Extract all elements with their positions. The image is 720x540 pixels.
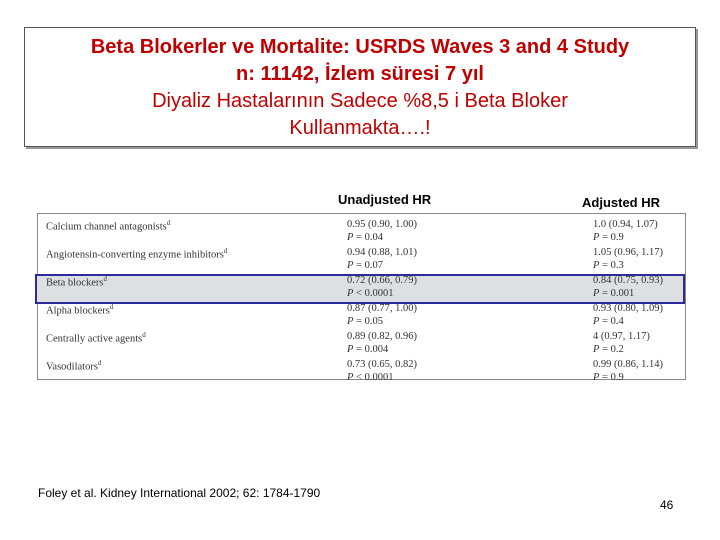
drug-class-label: Calcium channel antagonists$^d$: [46, 219, 171, 233]
page-number: 46: [660, 498, 674, 512]
title-box: [24, 27, 696, 147]
unadjusted-p-value: P = 0.07: [347, 260, 383, 271]
table-row: [44, 216, 684, 244]
title-line-4: Kullanmakta….!: [289, 117, 431, 139]
reference-citation: Foley et al. Kidney International 2002; 62: 1784-1790: [38, 486, 321, 500]
adjusted-hr-header: Adjusted HR: [582, 195, 660, 210]
adjusted-p-value: P = 0.001: [593, 288, 635, 299]
adjusted-hr-value: 1.05 (0.96, 1.17): [593, 247, 663, 258]
unadjusted-p-value: P = 0.004: [347, 344, 389, 355]
unadjusted-hr-value: 0.87 (0.77, 1.00): [347, 303, 417, 314]
drug-class-label: Angiotensin-converting enzyme inhibitors$^d$: [46, 247, 228, 261]
table-row: [44, 272, 684, 300]
adjusted-hr-value: 4 (0.97, 1.17): [593, 331, 650, 342]
drug-class-label: Vasodilators$^d$: [46, 359, 102, 373]
adjusted-p-value: P = 0.9: [593, 232, 624, 243]
unadjusted-hr-value: 0.72 (0.66, 0.79): [347, 275, 417, 286]
unadjusted-p-value: P = 0.04: [347, 232, 383, 243]
adjusted-p-value: P = 0.3: [593, 260, 624, 271]
unadjusted-hr-value: 0.73 (0.65, 0.82): [347, 359, 417, 370]
adjusted-p-value: P = 0.9: [593, 372, 624, 383]
adjusted-p-value: P = 0.4: [593, 316, 624, 327]
adjusted-hr-value: 0.93 (0.80, 1.09): [593, 303, 663, 314]
drug-class-label: Beta blockers$^d$: [46, 275, 107, 289]
table-row: [44, 244, 684, 272]
unadjusted-hr-value: 0.89 (0.82, 0.96): [347, 331, 417, 342]
title-line-3: Diyaliz Hastalarının Sadece %8,5 i Beta Bloker: [152, 90, 568, 112]
unadjusted-hr-value: 0.94 (0.88, 1.01): [347, 247, 417, 258]
unadjusted-hr-header: Unadjusted HR: [338, 192, 432, 207]
adjusted-hr-value: 0.99 (0.86, 1.14): [593, 359, 663, 370]
unadjusted-p-value: P < 0.0001: [347, 288, 394, 299]
table-row: [44, 356, 684, 384]
unadjusted-hr-value: 0.95 (0.90, 1.00): [347, 219, 417, 230]
drug-class-label: Centrally active agents$^d$: [46, 331, 146, 345]
title-line-2: n: 11142, İzlem süresi 7 yıl: [236, 63, 484, 85]
title-line-1: Beta Blokerler ve Mortalite: USRDS Waves 3 and 4 Study: [90, 36, 630, 58]
table-row: [44, 300, 684, 328]
adjusted-hr-value: 1.0 (0.94, 1.07): [593, 219, 658, 230]
unadjusted-p-value: P = 0.05: [347, 316, 383, 327]
adjusted-hr-value: 0.84 (0.75, 0.93): [593, 275, 663, 286]
drug-class-label: Alpha blockers$^d$: [46, 303, 114, 317]
table-row: [44, 328, 684, 356]
unadjusted-p-value: P < 0.0001: [347, 372, 394, 383]
adjusted-p-value: P = 0.2: [593, 344, 624, 355]
